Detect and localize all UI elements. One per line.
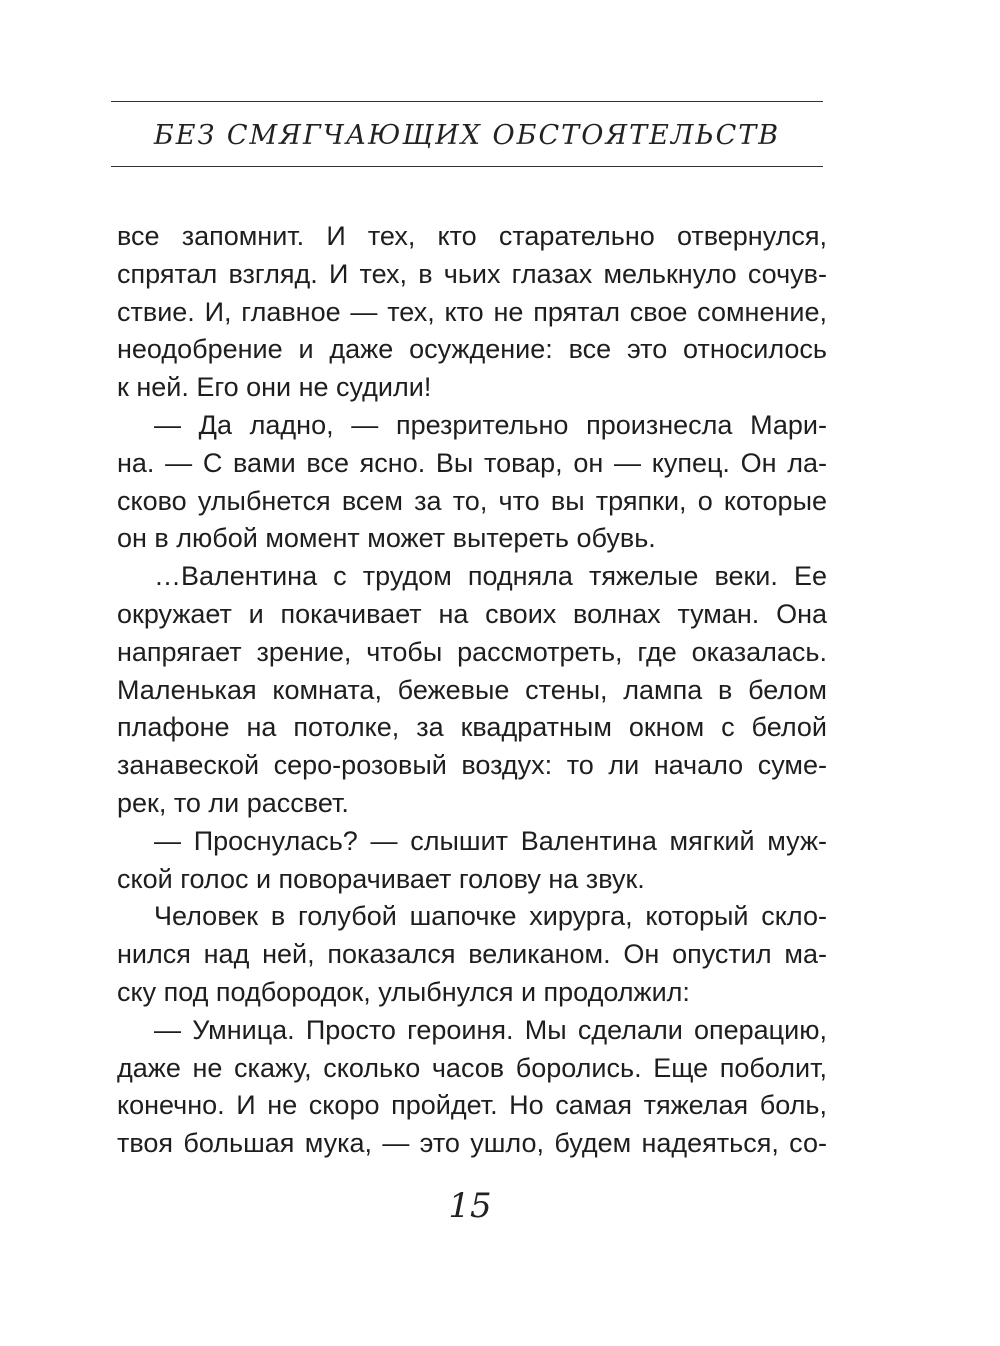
text-line: твоя большая мука, — это ушло, будем надеяться, со- <box>117 1128 827 1159</box>
text-line: ску под подбородок, улыбнулся и продолжил: <box>117 976 690 1007</box>
text-line: к ней. Его они не судили! <box>117 372 432 403</box>
text-line: неодобрение и даже осуждение: все это относилось <box>117 334 827 365</box>
text-line: напрягает зрение, чтобы рассмотреть, где оказалась. <box>117 636 827 667</box>
page-number: 15 <box>448 1186 492 1226</box>
text-line: занавеской серо-розовый воздух: то ли начало суме- <box>117 750 827 781</box>
text-line: спрятал взгляд. И тех, в чьих глазах мелькнуло сочув- <box>117 258 827 289</box>
header-rule-top <box>111 101 823 102</box>
running-head: БЕЗ СМЯГЧАЮЩИХ ОБСТОЯТЕЛЬСТВ <box>153 120 781 151</box>
text-line: даже не скажу, сколько часов боролись. Еще поболит, <box>117 1052 827 1083</box>
text-line: плафоне на потолке, за квадратным окном с белой <box>117 712 827 743</box>
text-line: …Валентина с трудом подняла тяжелые веки. Ее <box>154 561 827 592</box>
text-line: все запомнит. И тех, кто старательно отвернулся, <box>117 221 827 251</box>
text-line: окружает и покачивает на своих волнах туман. Она <box>117 598 827 629</box>
header-rule-bottom <box>111 166 823 167</box>
text-line: — Да ладно, — презрительно произнесла Мари- <box>154 409 827 440</box>
text-line: ской голос и поворачивает голову на звук. <box>117 863 645 894</box>
text-line: нился над ней, показался великаном. Он опустил ма- <box>117 939 827 970</box>
body-text <box>117 218 827 1163</box>
text-line: конечно. И не скоро пройдет. Но самая тяжелая боль, <box>117 1090 827 1121</box>
text-line: сково улыбнется всем за то, что вы тряпки, о которые <box>117 485 827 516</box>
text-line: — Проснулась? — слышит Валентина мягкий муж- <box>154 825 827 856</box>
text-line: — Умница. Просто героиня. Мы сделали операцию, <box>154 1014 827 1045</box>
text-line: на. — С вами все ясно. Вы товар, он — купец. Он ла- <box>117 447 827 478</box>
text-line: он в любой момент может вытереть обувь. <box>117 523 656 554</box>
text-line: Человек в голубой шапочке хирурга, который скло- <box>154 901 827 932</box>
text-line: Маленькая комната, бежевые стены, лампа в белом <box>117 674 827 705</box>
text-line: рек, то ли рассвет. <box>117 787 349 818</box>
text-line: ствие. И, главное — тех, кто не прятал свое сомнение, <box>117 296 827 327</box>
